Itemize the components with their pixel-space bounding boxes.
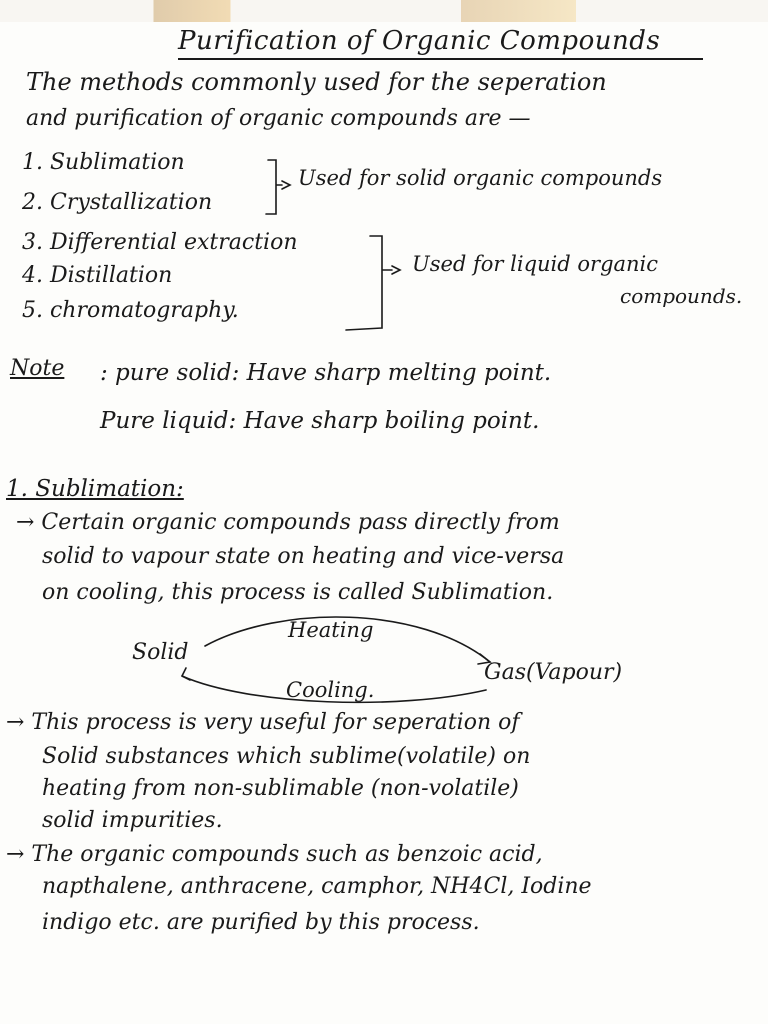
brace-liquid — [346, 236, 392, 330]
note-line-1: : pure solid: Have sharp melting point. — [100, 360, 552, 386]
note-line-2: Pure liquid: Have sharp boiling point. — [100, 408, 540, 434]
note-label: Note — [10, 356, 65, 381]
diagram-solid-label: Solid — [132, 640, 189, 665]
brace-solid — [266, 160, 282, 214]
diagram-gas-label: Gas(Vapour) — [484, 660, 623, 685]
paragraph-line: napthalene, anthracene, camphor, NH4Cl, Iodine — [42, 874, 592, 899]
diagram-cooling-label: Cooling. — [286, 678, 375, 702]
method-item: 4. Distillation — [22, 263, 173, 288]
paragraph-line: solid to vapour state on heating and vice-versa — [42, 544, 565, 569]
paragraph-line: on cooling, this process is called Sublimation. — [42, 580, 554, 605]
method-item: 2. Crystallization — [22, 190, 213, 215]
liquid-group-label-1: Used for liquid organic — [412, 252, 659, 276]
title-underline — [178, 58, 703, 60]
section-heading: 1. Sublimation: — [6, 476, 184, 502]
intro-line-2: and purification of organic compounds are — — [26, 106, 531, 131]
arrow-solid — [282, 181, 290, 189]
method-item: 5. chromatography. — [22, 298, 239, 323]
paragraph-line: heating from non-sublimable (non-volatile) — [42, 776, 519, 801]
method-item: 1. Sublimation — [22, 150, 185, 175]
paragraph-line: → This process is very useful for seperation of — [6, 710, 520, 735]
paragraph-line: Solid substances which sublime(volatile) on — [42, 744, 531, 769]
paragraph-line: indigo etc. are purified by this process. — [42, 910, 480, 935]
solid-group-label: Used for solid organic compounds — [298, 166, 663, 190]
page-title: Purification of Organic Compounds — [178, 26, 661, 56]
diagram-heating-label: Heating — [288, 618, 374, 642]
paragraph-line: → The organic compounds such as benzoic acid, — [6, 842, 543, 867]
liquid-group-label-2: compounds. — [620, 284, 743, 308]
method-item: 3. Differential extraction — [22, 230, 298, 255]
paragraph-line: solid impurities. — [42, 808, 223, 833]
arrow-liquid — [392, 266, 400, 274]
paragraph-line: → Certain organic compounds pass directly from — [16, 510, 560, 535]
intro-line-1: The methods commonly used for the seperation — [26, 68, 607, 96]
